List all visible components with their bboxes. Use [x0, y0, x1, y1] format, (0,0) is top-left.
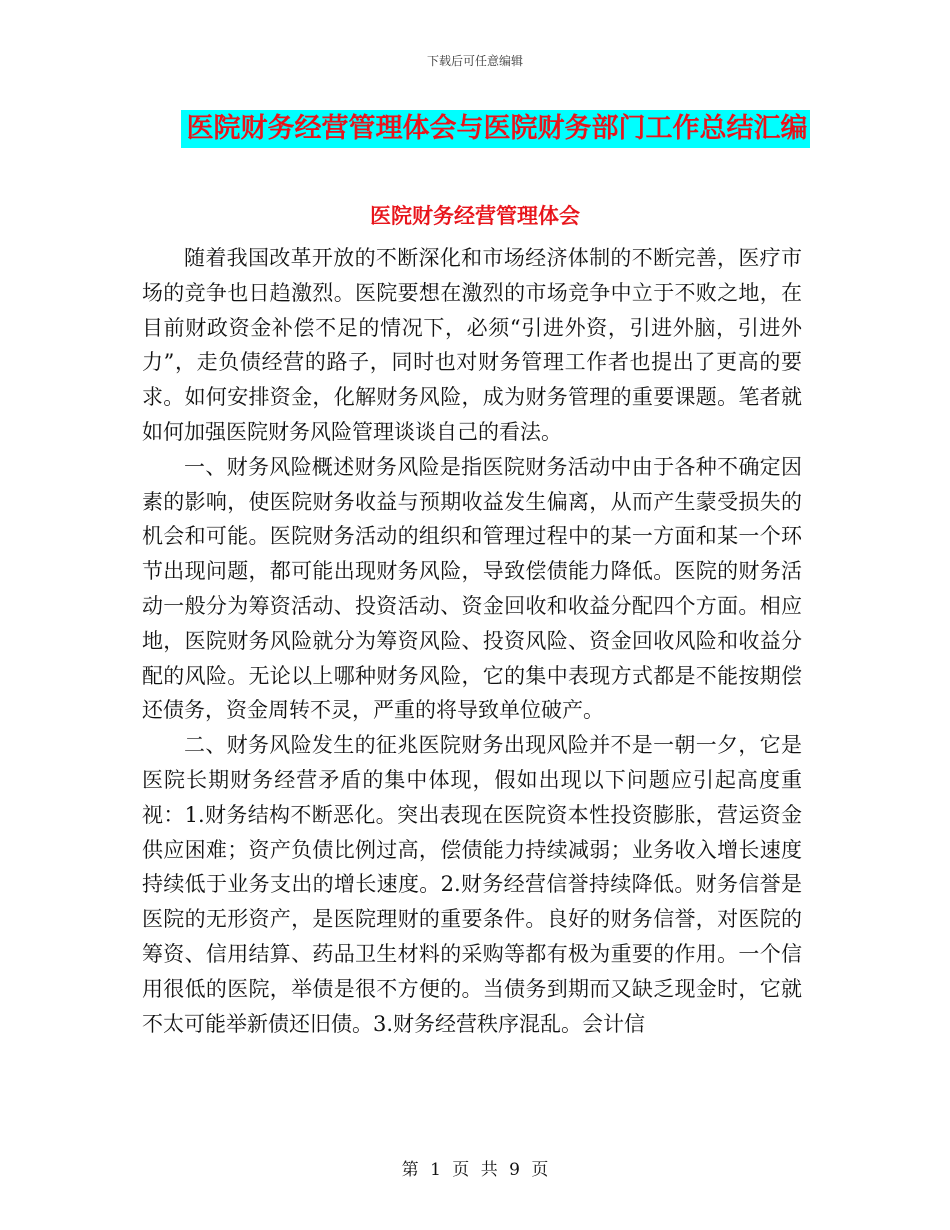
document-body: [142, 241, 802, 1041]
paragraph-3: 二、财务风险发生的征兆医院财务出现风险并不是一朝一夕，它是医院长期财务经营矛盾的集中体现，假如出现以下问题应引起高度重视：1.财务结构不断恶化。突出表现在医院资本性投资膨胀，营运资金供应困难；资产负债比例过高，偿债能力持续减弱；业务收入增长速度持续低于业务支出的增长速度。2.财务经营信誉持续降低。财务信誉是医院的无形资产，是医院理财的重要条件。良好的财务信誉，对医院的筹资、信用结算、药品卫生材料的采购等都有极为重要的作用。一个信用很低的医院，举债是很不方便的。当债务到期而又缺乏现金时，它就不太可能举新债还旧债。3.财务经营秩序混乱。会计信: [142, 733, 802, 1036]
document-title-container: [0, 110, 950, 148]
paragraph-1: 随着我国改革开放的不断深化和市场经济体制的不断完善，医疗市场的竞争也日趋激烈。医院要想在激烈的市场竞争中立于不败之地，在目前财政资金补偿不足的情况下，必须“引进外资，引进外脑，引进外力”，走负债经营的路子，同时也对财务管理工作者也提出了更高的要求。如何安排资金，化解财务风险，成为财务管理的重要课题。笔者就如何加强医院财务风险管理谈谈自己的看法。: [142, 246, 802, 444]
document-title: 医院财务经营管理体会与医院财务部门工作总结汇编: [181, 110, 810, 148]
header-note: 下载后可任意编辑: [426, 54, 523, 68]
paragraph-2: 一、财务风险概述财务风险是指医院财务活动中由于各种不确定因素的影响，使医院财务收益与预期收益发生偏离，从而产生蒙受损失的机会和可能。医院财务活动的组织和管理过程中的某一方面和某一个环节出现问题，都可能出现财务风险，导致偿债能力降低。医院的财务活动一般分为筹资活动、投资活动、资金回收和收益分配四个方面。相应地，医院财务风险就分为筹资风险、投资风险、资金回收风险和收益分配的风险。无论以上哪种财务风险，它的集中表现方式都是不能按期偿还债务，资金周转不灵，严重的将导致单位破产。: [142, 454, 802, 723]
page-number-footer: 第 1 页 共 9 页: [401, 1160, 549, 1180]
section-title: 医院财务经营管理体会: [370, 203, 580, 228]
